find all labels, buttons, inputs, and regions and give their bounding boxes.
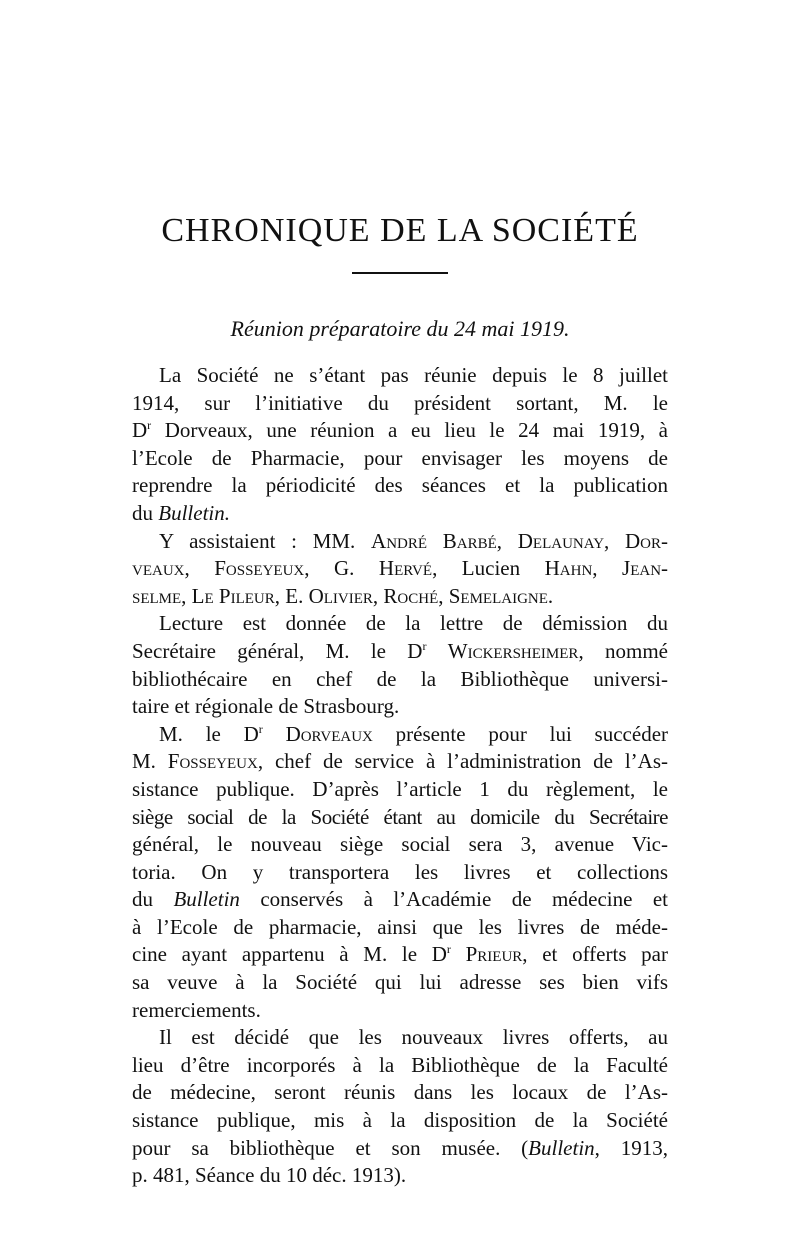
- line: veaux, Fosseyeux, G. Hervé, Lucien Hahn, Jean-: [132, 556, 669, 581]
- line: Lecture est donnée de la lettre de démission du: [159, 611, 668, 636]
- line: général, le nouveau siège social sera 3, avenue Vic-: [132, 832, 668, 857]
- line: sa veuve à la Société qui lui adresse ses bien vifs: [132, 970, 668, 995]
- line: lieu d’être incorporés à la Bibliothèque de la Faculté: [132, 1052, 668, 1077]
- line: à l’Ecole de pharmacie, ainsi que les livres de méde-: [132, 914, 668, 939]
- line: M. Fosseyeux, chef de service à l’administration de l’As-: [132, 749, 668, 774]
- line: La Société ne s’étant pas réunie depuis le 8 juillet: [159, 363, 668, 387]
- title-rule: [352, 272, 448, 274]
- paragraph-1: [132, 362, 668, 528]
- line: l’Ecole de Pharmacie, pour envisager les moyens de: [132, 445, 668, 470]
- line: bibliothécaire en chef de la Bibliothèque universi-: [132, 666, 668, 691]
- line: du Bulletin.: [132, 500, 230, 525]
- line: sistance publique. D’après l’article 1 du règlement, le: [132, 776, 668, 801]
- line: Secrétaire général, M. le $D^r$ Wickersheimer, nommé: [132, 638, 668, 663]
- line: selme, Le Pileur, E. Olivier, Roché, Semelaigne.: [132, 583, 554, 608]
- paragraph-5: [132, 1024, 668, 1190]
- line: sistance publique, mis à la disposition de la Société: [132, 1108, 668, 1133]
- line: pour sa bibliothèque et son musée. (Bulletin, 1913,: [132, 1135, 669, 1160]
- line: p. 481, Séance du 10 déc. 1913).: [132, 1163, 407, 1188]
- body-text: [132, 362, 668, 1190]
- page-title: CHRONIQUE DE LA SOCIÉTÉ: [161, 212, 639, 249]
- line: taire et régionale de Strasbourg.: [132, 694, 400, 719]
- line: de médecine, seront réunis dans les locaux de l’As-: [132, 1080, 668, 1105]
- section-subtitle: Réunion préparatoire du 24 mai 1919.: [230, 316, 570, 341]
- line: toria. On y transportera les livres et collections: [132, 859, 668, 884]
- line: du Bulletin conservés à l’Académie de médecine et: [132, 887, 669, 912]
- line: cine ayant appartenu à M. le $D^r$ Prieur, et offerts par: [132, 942, 668, 967]
- line: 1914, sur l’initiative du président sortant, M. le: [132, 390, 668, 415]
- paragraph-3: [132, 610, 668, 720]
- line: reprendre la périodicité des séances et la publication: [132, 473, 668, 498]
- line: siège social de la Société étant au domicile du Secrétaire: [132, 804, 668, 829]
- line: $D^r$ Dorveaux, une réunion a eu lieu le 24 mai 1919, à: [132, 418, 668, 443]
- paragraph-2: [132, 528, 668, 611]
- line: M. le $D^r$ Dorveaux présente pour lui succéder: [159, 721, 669, 746]
- line: Il est décidé que les nouveaux livres offerts, au: [159, 1025, 668, 1050]
- line: remerciements.: [132, 997, 261, 1022]
- paragraph-4: [132, 721, 668, 1025]
- line: Y assistaient : MM. André Barbé, Delaunay, Dor-: [159, 528, 669, 553]
